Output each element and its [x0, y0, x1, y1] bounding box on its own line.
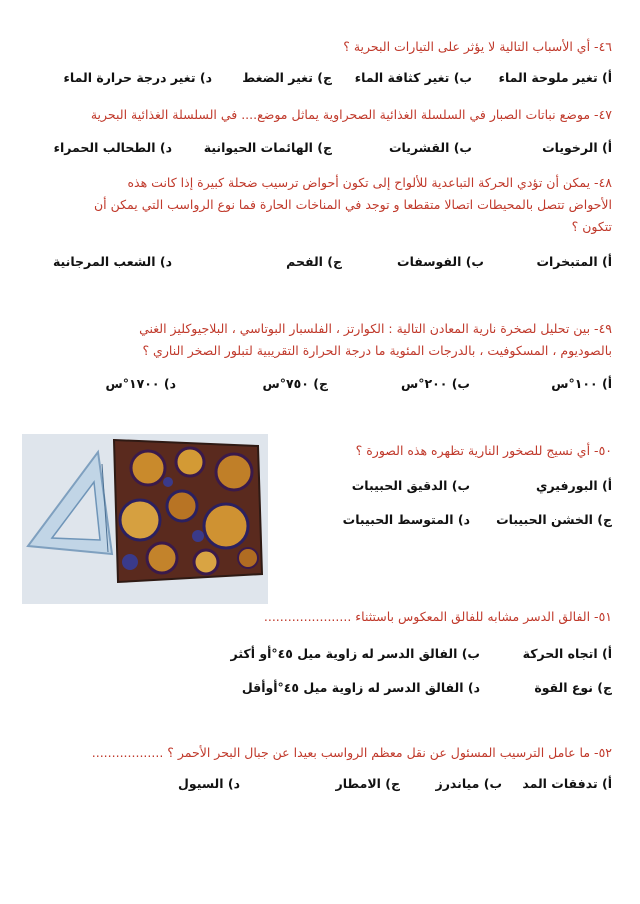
option-c[interactable]: ج) ٧٥٠°س: [262, 376, 328, 391]
options-50-row2: [300, 512, 612, 532]
question-48: [28, 172, 612, 238]
option-d[interactable]: د) الشعب المرجانية: [52, 254, 172, 269]
options-47: [28, 140, 612, 160]
option-c[interactable]: ج) الفحم: [286, 254, 342, 269]
question-line-1: ٤٩- بين تحليل لصخرة نارية المعادن التالية : الكوارتز ، الفلسبار البوتاسي ، البلاجيوكليز الغني: [139, 321, 612, 336]
question-52: [92, 742, 612, 764]
question-number: ٤٩-: [594, 321, 612, 336]
option-d[interactable]: د) تغير درجة حرارة الماء: [63, 70, 212, 85]
options-50-row1: [300, 478, 612, 498]
option-a[interactable]: أ) تغير ملوحة الماء: [498, 70, 612, 85]
option-c[interactable]: ج) تغير الضغط: [242, 70, 332, 85]
question-line-1: ٤٨- يمكن أن تؤدي الحركة التباعدية للألواح إلى تكون أحواض ترسيب ضحلة كبيرة إذا كانت هذه: [127, 175, 612, 190]
question-number: ٥١-: [594, 609, 612, 624]
rock-sample-photo: [22, 434, 268, 604]
option-c[interactable]: ج) الخشن الحبيبات: [496, 512, 612, 527]
rock-sample-image: [22, 434, 268, 604]
question-line-2: بالصوديوم ، المسكوفيت ، بالدرجات المئوية ما درجة الحرارة التقريبية لتبلور الصخر الناري ؟: [142, 343, 612, 358]
option-a[interactable]: أ) تدفقات المد: [522, 776, 612, 791]
question-text: ما عامل الترسيب المسئول عن نقل معظم الرواسب بعيدا عن جبال البحر الأحمر ؟ ..................: [91, 745, 591, 760]
option-a[interactable]: أ) المتبخرات: [536, 254, 612, 269]
question-text: الفالق الدسر مشابه للفالق المعكوس باستثناء ......................: [263, 609, 591, 624]
question-51: [264, 606, 612, 628]
question-46: [343, 36, 612, 58]
question-line-3: تتكون ؟: [571, 219, 612, 234]
option-c[interactable]: ج) الهائمات الحيوانية: [203, 140, 332, 155]
option-b[interactable]: ب) الفالق الدسر له زاوية ميل ٤٥°أو أكثر: [230, 646, 480, 661]
option-a[interactable]: أ) اتجاه الحركة: [522, 646, 612, 661]
question-text: أي الأسباب التالية لا يؤثر على التيارات البحرية ؟: [343, 39, 591, 54]
options-51-row2: [28, 680, 612, 700]
question-number: ٤٧-: [594, 107, 612, 122]
option-c[interactable]: ج) نوع القوة: [534, 680, 612, 695]
options-46: [28, 70, 612, 90]
option-b[interactable]: ب) القشريات: [388, 140, 472, 155]
options-49: [28, 376, 612, 396]
option-a[interactable]: أ) البورفيري: [536, 478, 612, 493]
question-number: ٥٢-: [594, 745, 612, 760]
options-48: [28, 254, 612, 274]
question-49: [28, 318, 612, 362]
question-47: [91, 104, 612, 126]
question-line-2: الأحواض تتصل بالمحيطات اتصالا متقطعا و توجد في المناخات الحارة فما نوع الرواسب التي يمكن أن: [93, 197, 612, 212]
question-text: أي نسيج للصخور النارية تظهره هذه الصورة ؟: [355, 443, 591, 458]
option-b[interactable]: ب) الفوسفات: [397, 254, 484, 269]
option-b[interactable]: ب) مياندرز: [435, 776, 502, 791]
option-b[interactable]: ب) تغير كثافة الماء: [354, 70, 472, 85]
option-b[interactable]: ب) ٢٠٠°س: [400, 376, 470, 391]
options-51-row1: [28, 646, 612, 666]
option-b[interactable]: ب) الدقيق الحبيبات: [351, 478, 470, 493]
option-d[interactable]: د) المتوسط الحبيبات: [342, 512, 470, 527]
question-50: [356, 440, 612, 462]
option-d[interactable]: د) السيول: [178, 776, 240, 791]
option-a[interactable]: أ) ١٠٠°س: [551, 376, 612, 391]
option-d[interactable]: د) الفالق الدسر له زاوية ميل ٤٥°أوأقل: [241, 680, 480, 695]
question-text: موضع نباتات الصبار في السلسلة الغذائية الصحراوية يماثل موضع.... في السلسلة الغذائية البحرية: [90, 107, 591, 122]
option-d[interactable]: د) الطحالب الحمراء: [53, 140, 172, 155]
question-number: ٤٦-: [594, 39, 612, 54]
option-d[interactable]: د) ١٧٠٠°س: [105, 376, 176, 391]
option-c[interactable]: ج) الامطار: [335, 776, 400, 791]
question-number: ٥٠-: [594, 443, 612, 458]
option-a[interactable]: أ) الرخويات: [542, 140, 612, 155]
options-52: [28, 776, 612, 796]
question-number: ٤٨-: [594, 175, 612, 190]
